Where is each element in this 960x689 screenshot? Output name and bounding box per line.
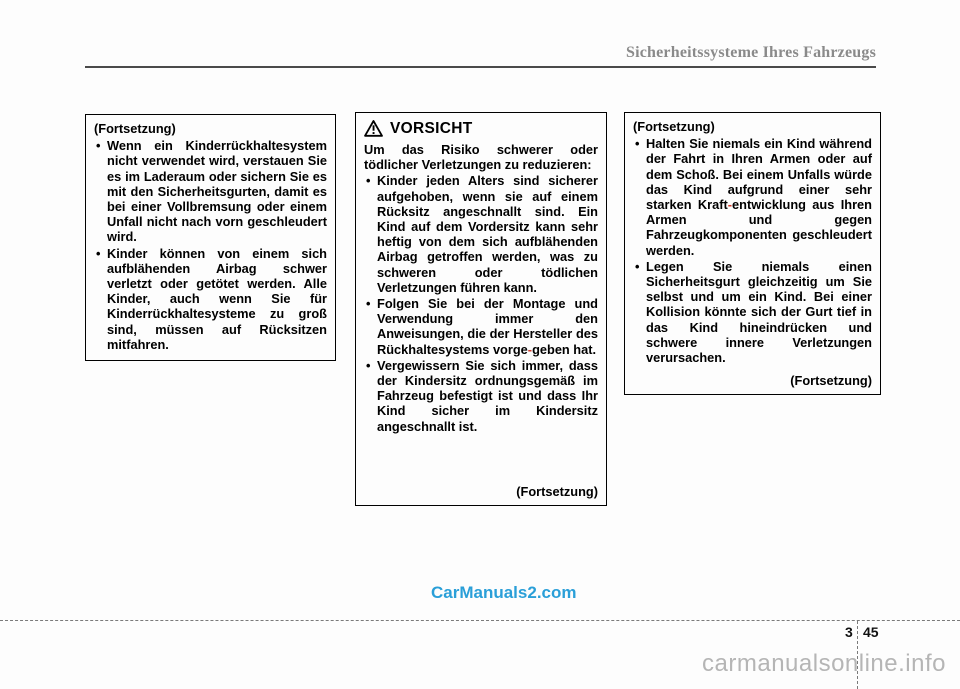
caution-title: VORSICHT [390, 119, 473, 137]
bullet-text-post: entwicklung aus Ihren Armen und gegen Fahrzeugkomponenten geschleudert werden. [646, 197, 872, 258]
bullet-item: • Legen Sie niemals einen Sicherheitsgurt gleichzeitig um Sie selbst und um ein Kind. Bei einer Kollision könnte sich der Gurt tief in das Kind hineindrücken und schwere innere Verletzungen verursachen. [633, 259, 872, 365]
caution-header [364, 120, 598, 137]
bullet-item: • Kinder können von einem sich aufblähenden Airbag schwer verletzt oder getötet werden. Alle Kinder, auch wenn Sie für Kinderrückhaltesysteme zu groß sind, müssen auf Rücksitzen mitfahren. [94, 246, 327, 352]
bullet-item [633, 136, 872, 258]
caution-box [355, 112, 607, 506]
soft-hyphen: - [527, 341, 533, 357]
soft-hyphen: - [727, 197, 733, 213]
bullet-text-pre: Folgen Sie bei der Montage und Verwendung immer den Anweisungen, die der Hersteller des Rückhaltesystems vorge [377, 296, 598, 357]
bullet-text-post: geben hat. [532, 341, 597, 357]
page-header-title: Sicherheitssysteme Ihres Fahrzeugs [625, 44, 876, 61]
box-title: (Fortsetzung) [94, 121, 176, 136]
header-rule [85, 66, 876, 68]
bullet-text-pre: Halten Sie niemals ein Kind während der Fahrt in Ihren Armen oder auf dem Schoß. Bei einem Unfalls würde das Kind aufgrund einer sehr starken Kraft [646, 136, 872, 213]
box-title: (Fortsetzung) [633, 119, 715, 134]
bullet-item: • Vergewissern Sie sich immer, dass der Kindersitz ordnungsgemäß im Fahrzeug befestigt ist und dass Ihr Kind sicher im Kindersitz angeschnallt ist. [364, 358, 598, 434]
continuation-box-left [85, 114, 336, 361]
bullet-item: • Wenn ein Kinderrückhaltesystem nicht verwendet wird, verstauen Sie es im Laderaum oder sichern Sie es mit den Sicherheitsgurten, damit es bei einer Vollbremsung oder einem Unfall nicht nach vorn geschleudert wird. [94, 138, 327, 244]
footer-dashed-rule [0, 620, 960, 621]
bullet-item: • Kinder jeden Alters sind sicherer aufgehoben, wenn sie auf einem Rücksitz angeschnallt sind. Ein Kind auf dem Vordersitz kann sehr heftig von dem sich aufblähenden Airbag getroffen werden, was zu schweren oder tödlichen Verletzungen führen kann. [364, 173, 598, 295]
warning-triangle-icon [364, 120, 383, 137]
site-watermark: carmanualsonline.info [702, 650, 946, 677]
continuation-box-right [624, 112, 881, 395]
continuation-footer: (Fortsetzung) [516, 483, 598, 499]
chapter-number: 3 [845, 624, 853, 640]
bullet-item [364, 296, 598, 357]
continuation-footer: (Fortsetzung) [790, 372, 872, 388]
caution-intro: Um das Risiko schwerer oder tödlicher Verletzungen zu reduzieren: [364, 142, 598, 173]
carmanuals-link[interactable]: CarManuals2.com [431, 583, 577, 602]
page-number: 45 [863, 624, 879, 640]
